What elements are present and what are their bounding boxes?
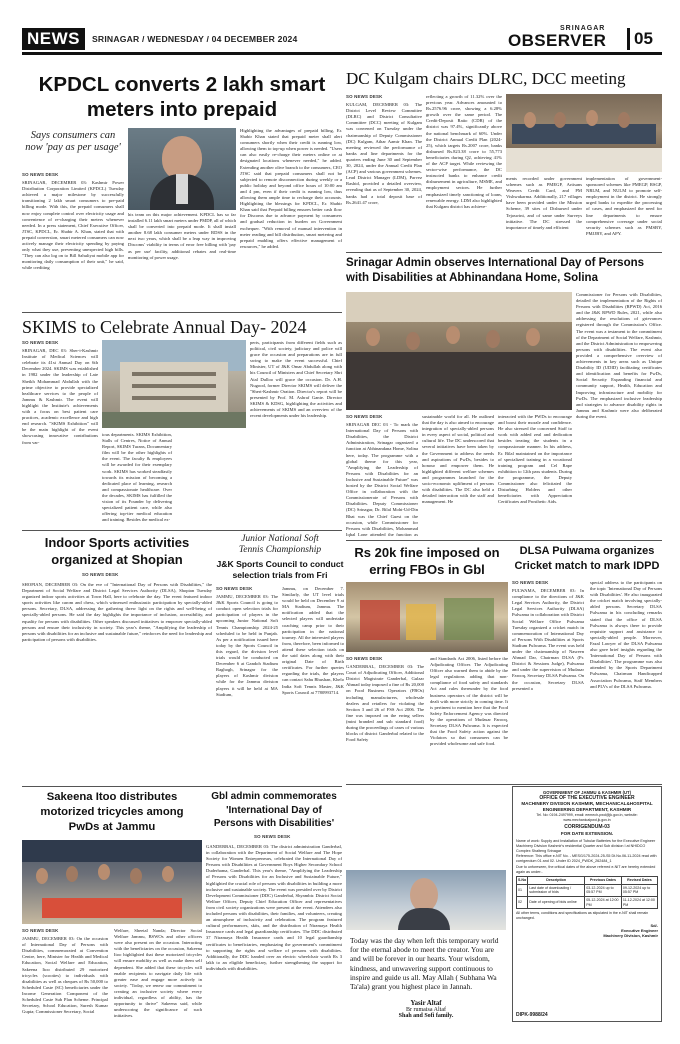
page-number: 05: [627, 28, 661, 50]
skims-photo: [102, 340, 246, 428]
tender-corrigendum: CORRIGENDUM-03: [564, 824, 610, 831]
tender-dipk: DIPK-9988/24: [516, 1012, 548, 1018]
solina-col3: interacted with the PWDs to encourage and boost their morale and confidence. He also stressed the concerned Staff to work with added zeal and dedication besides treating the students in a compassionate manner. In his address, Er. Bilal maintained on the importance of specialized training in a vocational training program and Cel Rape exhibition to 12th pass students. During the programme, the Deputy Commissioner also felicitated the Disturbing Holders and other beneficiaries with Appreciation Certificates and Prosthetic Aids.: [498, 414, 572, 505]
tender-table-header: [517, 877, 658, 885]
tender-th: Revised Dates: [621, 877, 657, 885]
tender-th: Previous Dates: [585, 877, 622, 885]
dc-kulgam-col1: SO NEWS DESK KULGAM, DECEMBER 03: The District Level Review Committee (DLRC) and District Consultative Committee (DCC) meeting of Kulgam was convened on Tuesday under the chairmanship of Deputy Commissioner (DC) Kulgam, Athar Aamir Khan. The meeting reviewed the performance of banks and line departments for the quarters ending June 30 and September 30, 2024, under the Annual Credit Plan (ACP) and various government schemes. Lead District Manager (LDM), Parvez Rashid, provided a detailed overview, revealing that as of September 30, 2024, banks had a total deposit base of Rs.2641.47 crore,: [346, 94, 422, 205]
rule-solina-rs20k: [346, 540, 662, 541]
story-kpdcl: [22, 72, 342, 312]
dc-kulgam-headline: DC Kulgam chairs DLRC, DCC meeting: [346, 69, 626, 88]
dlsa-col1: SO NEWS DESK PULWAMA, DECEMBER 03: In compliance to the directions of J&K Legal Services Authority, the District Legal Services Authority (DLSA) Pulwama in collaboration with District Social Welfare Office Pulwama Tuesday organized a cricket match in commemoration of International Day of Persons With Disabilities at Sports Stadium Pulwama. The event was held under the chairmanship of Nasreen Ahmad Dar, Chairman DLSA (Pr. District & Sessions Judge), Pulwama and under the supervision of Mudasar Farooq, Secretary DLSA Pulwama. On the occasion, Secretary DLSA presented a: [512, 580, 584, 691]
kpdcl-col1: SO NEWS DESK SRINAGAR, DECEMBER 03: Kashmir Power Distribution Corporation Limited (KPDCL) Tuesday achieved a major milestone by successfully transitioning 2 lakh smart consumers to pre-paid billing mode. With this, the prepaid consumers shall now enjoy complete control over electricity usage and convenience of re-charging their meters whenever needed. In a press statement, Chief Executive Officer, JTSC, KPDCL, Er. Shabir A. Khan, stated that with prepaid conversion, smart metered consumers can now actively manage their electricity spending by paying only what they use, preventing unexpected high bills. "They can also log on to Bill Sahuliyat mobile app for monitoring daily consumption of their unit," he said, while crediting: [22, 172, 124, 271]
tender-th: Description: [528, 877, 585, 885]
skims-col1: SO NEWS DESK SRINAGAR, DEC 03: Sher-i-Kashmir Institute of Medical Sciences will celebrate its 41st Annual Day on 6th December 2024. SKIMS was established in 1982 under the leadership of Late Sheikh Mohammad Abdullah with the prime objective to provide specialized healthcare services to the people of Jammu & Kashmir. The event will highlight the Institute's achievements with a focus on best patient care practices, academic excellence and high end research. "SKIMS Exhibition" will be the main highlight of the event showcasing innovative contributions from var-: [22, 340, 98, 445]
dc-kulgam-col2: reflecting a growth of 11.32% over the previous year. Advances amounted to Rs.2576.96 crore, showing a 6.28% growth over the same period. The Credit-Deposit Ratio (CDR) of the district was 97.4%, significantly above the national benchmark of 60%. Under the District Annual Credit Plan (2024-25), which targets Rs.2007 crore, banks disbursed Rs.823.38 crore to 55,773 beneficiaries during Q2, achieving 41% of the ACP target. While reviewing the sector-wise performance, the DC instructed banks to enhance credit disbursement in agriculture, MSME, and employment sectors. He further emphasized timely sanctioning of loans, renewable energy. LDM also highlighted that Kulgam district has achieve-: [426, 94, 502, 209]
paper-name: OBSERVER: [508, 31, 607, 50]
tender-office: OFFICE OF THE EXECUTIVE ENGINEER: [539, 795, 635, 801]
rs20k-headline: Rs 20k fine imposed on erring FBOs in Gbl: [354, 545, 500, 577]
tender-ext: FOR DATE EXTENSION.: [560, 831, 614, 837]
table-cell: 11-12-2024 at 12:00 PM: [621, 897, 657, 909]
story-skims: [22, 316, 342, 530]
table-row: [517, 897, 658, 909]
tender-footer-note: All other terms, conditions and specifications as stipulated in the e-NIT shall remain unchanged.: [516, 911, 649, 920]
story-dc-kulgam: [346, 68, 662, 248]
skims-col2: ious departments. SKIMS Exhibition, Stalls of Centres, Notice of Annual Report, SKIMS Turans, Documentary film will be the other highlights of the event. The faculty & employees will be awarded for their exemplary work. SKIMS has worked steadfastly towards its mission of becoming a dedicated place of learning, research and compassionate healthcare. Over the decades, SKIMS has fulfilled the vision of its Founder by delivering specialized patient care, while also offering top-tier medical education and training. Besides the medical ex-: [102, 432, 172, 523]
gbl-col1: GANDERBAL, DECEMBER 03: The district administration Ganderbal, in collaboration with the Department of Social Welfare and The Hope Society for Women Entrepreneurs, celebrated the International Day of Persons with Disabilities at Government Boys Higher Secondary School Duderhama, Ganderbal. This year's theme, "Amplifying the Leadership of Persons with Disabilities for an Inclusive and Sustainable Future," highlighted the crucial role of persons with disabilities in building a more inclusive and sustainable society. The event was presided over by District Development Commissioner (DDC) Ganderbal, Shyambir. District Social Welfare Officer, Deputy Chief Education Officer and representatives from civil society organizations were present at the event. Attendees also included persons with disabilities, their families, and volunteers, creating an atmosphere of inclusivity and celebration. The program featured cultural performances, skits, and the distribution of Niramaya Health Insurance cards and legal guardianship certificates. The DDC distributed 37 Niramaya Health Insurance cards and 10 legal guardianship certificates to beneficiaries, emphasizing the government's commitment to supporting the rights and welfare of persons with disabilities. Additionally, the DDC handed over an electric wheelchair worth Rs 3 lakh to an eligible beneficiary, further strengthening the support for individuals with disabilities.: [206, 844, 342, 971]
obituary-text: Today was the day when left this temporary world for the eternal abode to meet the creator. You are and will be forever in our hearts. Your wisdom, kindness, and unwavering support continuous to inspire and guide us all. May Allah ( Subhana Wa Ta'ala) grant you highest place in Jannah.: [350, 936, 499, 992]
solina-col2: sustainable world for all. He outlined that the day is also aimed to encourage integration of specially-abled persons in every aspect of social, political and cultural life. The DC underscored that several initiatives have been taken by the Government to address the needs and aspirations of PwDs, besides to honour and empower them. He highlighted different welfare schemes and programmes launched for the socio-economic upliftment of persons with disabilities. The DC also held a detailed interaction with the staff and management. He: [422, 414, 494, 505]
table-cell: Date of opening of bids online: [528, 897, 585, 909]
obituary: [346, 870, 506, 1020]
tender-division-1: MACHINERY DIVISION KASHMIR, MECHANICAL&HOSPITAL: [521, 801, 653, 806]
rule-kpdcl-skims: [22, 312, 342, 313]
dc-kulgam-byline: SO NEWS DESK: [346, 94, 383, 99]
solina-photo: [346, 292, 572, 410]
sakeena-photo: [22, 840, 202, 924]
dc-kulgam-col4: implementation of government-sponsored schemes like PMEGP, RSGP, NRLM, and NULM to promote self-employment in the district. He strongly urged banks to expedite the processing of cases, and emphasized the need for line departments to ensure comprehensive coverage under social security schemes such as PMSBY, PMJJBY, and APY.: [586, 176, 662, 236]
indoor-body: SHOPIAN, DECEMBER 03: On the eve of "International Day of Persons with Disabilities," the Department of Social Welfare and District Legal Services Authority (DLSA), Shopian Tuesday organized indoor sports activities at Town Hall, here to celebrate the day. The event featured indoor sports activities like carom and chess, which witnessed enthusiastic participation by specially-abled persons. Secretary, DLSA, addressing the gathering threw light on the rights and well-being of specially-abled persons. He said the day highlights the importance of inclusion, accessibility, and equality for persons with disabilities. Other speakers discussed initiatives to empower specially-abled persons and ensure their inclusivity in society. This year's theme, "Amplifying the leadership of persons with disabilities for an inclusive and sustainable future," reinforces the need for leadership and participation of persons with disabilities.: [22, 582, 212, 642]
solina-col4: Commissioner for Persons with Disabilities, detailed the implementation of the Rights of Persons with Disabilities (RPWD) Act, 2016 and the J&K RPWD Rules, 2021, while also addressing the resolutions of grievances registered through the Commission's Office. The event was a testament to the commitment of the Department of Social Welfare, Kashmir, and the District Administration to empowering persons with disabilities. The event also provided a comprehensive overview of achievements in key areas such as Unique Disability ID (UDID) facilitating certificates and identification and benefits for PwDs, Social Security Expanding financial and community support, Health, Education and Improving infrastructure and mobility for PwDs. The emphasized inclusive leadership and strategies to advance disability rights in Jammu and Kashmir were also deliberated during the event.: [576, 292, 662, 419]
story-tennis: [216, 534, 344, 784]
dlsa-byline: SO NEWS DESK: [512, 580, 549, 585]
tennis-headline: J&K Sports Council to conduct selection trials from Fri: [216, 559, 344, 580]
sakeena-col1: SO NEWS DESK JAMMU, DECEMBER 03: On the occasion of International Day of Persons with Disabilities, commemorated at Convention Centre, here, Minister for Health and Medical Education, Social Welfare and Education, Sakeena Itoo distributed 29 motorized tricycles (scooties) to individuals with disabilities as well as cheques of Rs 50,000 to Scheduled Caste (SC) beneficiaries under the Income Generation Component of the Scheduled Caste Sub Plan Scheme. Principal Secretary, School Education, Suresh Kumar Gupta; Commissioner Secretary, Social: [22, 928, 108, 1015]
tender-division-2: ENGINEERING DEPARTMENT, KASHMIR: [542, 806, 632, 812]
kpdcl-col2: Highlighting the advantages of prepaid billing, Er. Shabir Khan stated that prepaid meter shall alert consumers shortly when their credit is running low, allowing them to top-up when power is needed. "Users can also easily re-charge their meters online or at designated locations whenever needed," he added. Extending another olive branch to the consumers, CEO JTSC said that prepaid consumers shall not be subjected to remote disconnection during weekly or a public holiday and beyond office hours of 10:00 am and 4 pm, even if their credit is running low, thus allowing them ample time to recharge their accounts. Highlighting the blessings for KPDCL, Er. Shabir Khan said that Prepaid billing ensures better cash flow for Discoms due to advance payment by consumers and gradual reduction in burden on Government exchequer. "With removal of manual intervention in meter reading and bill distribution, smart metering and prepaid enabling offers effective management of resources," he added.: [240, 128, 342, 249]
gbl-byline: SO NEWS DESK: [254, 834, 291, 839]
tender-table: [516, 876, 658, 909]
skims-col2b: [176, 432, 246, 530]
skims-col3: perts, participants from different fields such as political, civil society, judiciary and police will grace the occasion and preparations are in full swing to make the event successful. Chief Minister, UT of J&K Omar Abdullah along with his Council of Ministers and Chief Secretary Shri Atal Dulloo will grace the occasion. Dr. A.H. Nugood, former Director SKIMS will deliver the "Sheri-Kashmir Oration. Director's report will be presented by Prof. M. Ashraf Ganie. Director SKIMS & KDSG, highlighting the activities and achievements of SKIMS and an overview of the recent developments under his leadership.: [250, 340, 342, 419]
tennis-deck: Junior National Soft Tennis Championship: [238, 534, 322, 555]
rule-kulgam-solina: [346, 252, 662, 253]
indoor-byline: SO NEWS DESK: [82, 572, 119, 577]
solina-headline: Srinagar Admin observes International Day of Persons with Disabilities at Abhinandana Home, Solina: [346, 257, 645, 284]
story-sakeena: [22, 790, 202, 1022]
rule-indoor-sakeena: [22, 786, 342, 787]
tender-th: S.No: [517, 877, 528, 885]
sakeena-headline: Sakeena Itoo distributes motorized tricycles among PwDs at Jammu: [40, 791, 184, 833]
indoor-headline: Indoor Sports activities organized at Shopian: [44, 535, 190, 567]
dlsa-headline: DLSA Pulwama organizes Cricket match to mark IDPD: [514, 545, 660, 572]
table-row: [517, 884, 658, 896]
dc-kulgam-photo: [506, 94, 662, 172]
table-cell: 02: [517, 897, 528, 909]
table-cell: 01: [517, 884, 528, 896]
tender-signoff: Sd/- Executive Engineer Machinery Division, Kashmir: [603, 923, 658, 939]
kpdcl-deck: Says consumers can now 'pay as per usage': [25, 130, 121, 153]
dlsa-col2: special address to the participants on the topic 'International Day of Persons with Disabilities'. He also inaugurated the cricket match involving specially-abled persons. Secretary DLSA Pulwama in his concluding remarks stated that the office of DLSA Pulwama is always there to provide requisite support and assistance to specially-abled people. Moreover, Fazal Lawyer of the DLSA Pulwama also gave brief insights regarding the 'International Day of Persons with Disabilities'. The programme was also attended by the Sports Department Pulwama, Chairman Handicapped Association Pulwama, Staff Members and PLVs of the DLSA Pulwama.: [590, 580, 662, 689]
tender-ref: Reference: This office e-NIT No. - MESG/175-2024-25-S5 Dt.No.06-11-2024 read with corrigendum 01 and 02. Under ID 2024_PWDK_262484_1: [516, 854, 657, 864]
rs20k-photo: [346, 582, 508, 652]
dc-kulgam-col3: ments recorded under government schemes such as PMEGP, Artisans Weavers Credit Card, and PM Vishwakarma. Additionally, 217 villages have been provided under the Mission Scheme, 39 sites of Disbursed under Tejaswini, and of same under Surveys initiative. The DC stressed the importance of timely and efficient: [506, 176, 582, 230]
story-rs20k: [346, 544, 508, 782]
tender-notice: [512, 786, 662, 1022]
dateline: SRINAGAR / WEDNESDAY / 04 DECEMBER 2024: [92, 34, 298, 44]
sakeena-byline: SO NEWS DESK: [22, 928, 59, 933]
table-cell: Last date of downloading / submission of bids: [528, 884, 585, 896]
solina-byline: SO NEWS DESK: [346, 414, 383, 419]
tender-due: Due to unforeseen, the critical dates of the above referred e-NIT are hereby extended again as under:-: [516, 864, 656, 874]
solina-col1: SO NEWS DESK SRINAGAR DEC 03 - To mark the International Day of Persons with Disabilities, the District Administration, Srinagar organized a function at Abhinandana Home, Solina here, today. The programme with a global theme for this year, "Amplifying the Leadership of Persons with Disabilities for an Inclusive and Sustainable Future" was hosted by the District Social Welfare Office in collaboration with the Commissionerate of Persons with Disabilities. Deputy Commissioner (DC) Srinagar, Dr. Bilal Mohi-Ud-Din Bhat was the Chief Guest on the occasion, while Commissioner for Persons with Disabilities, Mohammad Iqbal Lone attended the function as: [346, 414, 418, 537]
masthead: [0, 0, 680, 56]
rule-skims-indoor: [22, 530, 342, 531]
tender-contact: Tel. No: 0194-2497999, email: eemech-pwd@jk.gov.in, website: www.mechanicalpwd.jk.gov.in: [536, 813, 638, 822]
kpdcl-headline: KPDCL converts 2 lakh smart meters into prepaid: [38, 73, 326, 121]
tennis-col1: SO NEWS DESK JAMMU, DECEMBER 03: The J&K Sports Council is going to conduct open selection trials for participation of players in the upcoming Junior National Soft Tennis Championship 2024-25 scheduled to be held in Punjab. As per a notification issued here today by the Sports Council in this regard, the division level trials would be conducted on December 6 at Gandoh Stadium Raghogh, Srinagar for the players of Kashmir division while for the Jammu division players it will be held at MA Stadium,: [216, 586, 278, 697]
story-indoor: [22, 534, 212, 784]
gbl-headline: Gbl admin commemorates 'International Day of Persons with Disabilities': [211, 791, 337, 829]
rule-rs20k-tender: [346, 784, 662, 785]
rs20k-col1: SO NEWS DESK GANDERBAL, DECEMBER 03: The Court of Adjudicating Officer, Additional District Magistrate Ganderbal, Gulzar Ahmad today imposed a fine of Rs 20,000 on Food Business Operators (FBOs) including manufacturers, wholesale dealers and retailers for violating the Section 3 and 26 of FSS Act 2006. The fine was imposed on the erring sellers (mini branded and sub standard food) during the proceedings of cases of various blocks of district Ganderbal related to the Food Safety: [346, 656, 424, 743]
kpdcl-col2b: his team on this major achievement. KPDCL has so far installed 6.11 lakh smart meters under PMDP, all of which shall be converted into prepaid mode. It shall install another 8.68 lakh consumer meters under RDSS in the next two years, which shall be a leap way in improving Discoms' viability in terms of error free billing with 'pay as per use' facility, additional rebates and real-time monitoring of power usage.: [128, 212, 236, 260]
rs20k-col2: and Standards Act 2006, listed before the Adjudicating Officer. The Adjudicating Officer also warned them to abide by the legal regulations adding that non-compliance of food safety and standards Act and rules thereunder by the food business operators of the district will be dealt with more strictly in coming time. It is pertinent to mention here that the Food Safety Enforcement Agency was directed by the operations of Mudasar Farooq, Secretary DLSA Pulwama. It is expected that the Food Safety action against the Violators so that consumers can be provided wholesome and safe food.: [430, 656, 508, 747]
table-cell: 09-12-2024 up to 05:57 PM: [621, 884, 657, 896]
sakeena-col2: Welfare, Sheetal Nanda; Director Social Welfare Jammu, BSWOs and other officers were also present on the occasion. Interacting with the beneficiaries on the occasion, Sakeena Itoo highlighted that these motorized tricycles will ensure mobility as well as make them self dependent. She added that these tricycles will enable recipients to navigate daily life with greater ease and engage more actively in society. "Today, we renew our commitment to creating an inclusive society where every individual, regardless of ability, has the opportunity to thrive" Sakeena said, while underscoring the significance of such initiatives.: [114, 928, 202, 1019]
paper-kicker: SRINAGAR: [560, 25, 606, 32]
skims-headline: SKIMS to Celebrate Annual Day- 2024: [22, 317, 307, 337]
story-dlsa: [512, 544, 662, 782]
table-cell: 05-12-2024 at 12:00 PM: [585, 897, 622, 909]
story-gbl: [206, 790, 342, 1022]
masthead-rule: [22, 52, 662, 55]
tennis-byline: SO NEWS DESK: [216, 586, 253, 591]
tender-org: GOVERNMENT OF JAMMU & KASHMIR (UT): [543, 790, 631, 795]
obituary-role: Br rumaisa Altaf: [406, 1007, 446, 1013]
rs20k-byline: SO NEWS DESK: [346, 656, 383, 661]
skims-byline: SO NEWS DESK: [22, 340, 59, 345]
kpdcl-byline: SO NEWS DESK: [22, 172, 59, 177]
obituary-name: Yasir Altaf: [410, 1000, 442, 1007]
obituary-photo: [346, 870, 506, 930]
kpdcl-photo: [128, 128, 236, 210]
story-solina: [346, 256, 662, 538]
section-label: NEWS: [22, 28, 85, 50]
tender-subject: Name of work: Supply and Installation of Tubular Batteries for the Executive Engineer Machinery Division Kashmir's residential Quarter and Sub division I at NHIDCO Complex Shalteng Srinagar: [516, 839, 656, 853]
obituary-family: Shah and Sofi family.: [398, 1013, 454, 1019]
table-cell: 03-12-2024 up to 05:57 PM: [585, 884, 622, 896]
tennis-col2: Jammu, on December 7. Similarly, the UT level trials would be held on December 9 at MA Stadium, Jammu. The notification added that the selected players will undertake coaching camp prior to their participation in the national tourney. All the interested players from, therefore, been informed to attend these selection trials on the said dates along with their original Date of Birth certificates. For further queries regarding the trials, the players can contact Sahu Bhushan, Khelo India Soft Tennis Master, J&K Sports Council at 7780993714.: [282, 586, 344, 695]
